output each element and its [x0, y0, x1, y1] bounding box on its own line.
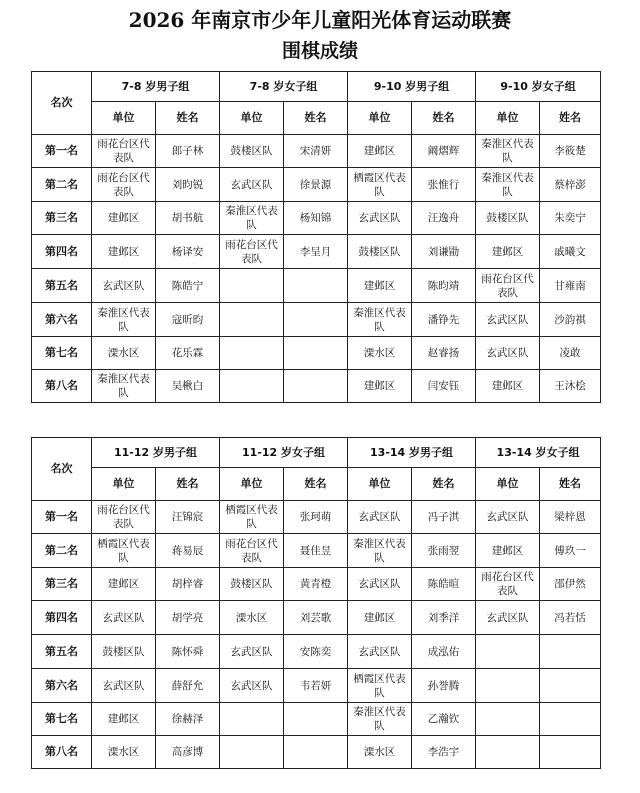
- name-cell: 胡书航: [156, 202, 220, 235]
- unit-cell: 鼓楼区队: [220, 568, 284, 601]
- unit-cell: 溧水区: [220, 601, 284, 635]
- unit-cell: 秦淮区代表队: [476, 135, 540, 168]
- unit-cell: [220, 703, 284, 736]
- unit-cell: 栖霞区代表队: [220, 501, 284, 534]
- name-cell: 陈皓暄: [412, 568, 476, 601]
- name-cell: 赵睿扬: [412, 337, 476, 370]
- rank-cell: 第二名: [32, 534, 92, 568]
- name-cell: 杨知锦: [284, 202, 348, 235]
- name-cell: 张惟行: [412, 168, 476, 202]
- name-cell: 蔡梓澎: [540, 168, 601, 202]
- table-row: [32, 303, 601, 337]
- unit-cell: 秦淮区代表队: [476, 168, 540, 202]
- unit-cell: 秦淮区代表队: [348, 703, 412, 736]
- name-cell: 李呈月: [284, 235, 348, 269]
- unit-cell: 雨花台区代表队: [92, 501, 156, 534]
- unit-cell: 雨花台区代表队: [220, 235, 284, 269]
- name-cell: 高彦博: [156, 736, 220, 769]
- unit-cell: 建邺区: [92, 703, 156, 736]
- unit-header: 单位: [348, 468, 412, 501]
- name-cell: [284, 703, 348, 736]
- table-row: [32, 135, 601, 168]
- name-cell: 郎子林: [156, 135, 220, 168]
- group-header: 11-12 岁女子组: [220, 438, 348, 468]
- name-cell: [540, 635, 601, 669]
- rank-cell: 第七名: [32, 703, 92, 736]
- unit-cell: 雨花台区代表队: [220, 534, 284, 568]
- sub-header-row: [32, 468, 601, 501]
- name-cell: 李筱楚: [540, 135, 601, 168]
- unit-cell: 秦淮区代表队: [92, 370, 156, 403]
- unit-cell: 溧水区: [92, 337, 156, 370]
- unit-cell: [476, 703, 540, 736]
- name-cell: [284, 337, 348, 370]
- unit-cell: 建邺区: [348, 135, 412, 168]
- rank-cell: 第二名: [32, 168, 92, 202]
- unit-cell: 玄武区队: [220, 669, 284, 703]
- rank-cell: 第八名: [32, 736, 92, 769]
- name-cell: [284, 269, 348, 303]
- unit-cell: 建邺区: [476, 235, 540, 269]
- table-row: [32, 736, 601, 769]
- name-cell: [284, 736, 348, 769]
- unit-cell: 溧水区: [348, 337, 412, 370]
- table-row: [32, 703, 601, 736]
- unit-cell: 玄武区队: [92, 601, 156, 635]
- name-cell: 阚熠辉: [412, 135, 476, 168]
- unit-cell: [220, 370, 284, 403]
- name-cell: 徐赫泽: [156, 703, 220, 736]
- unit-cell: 栖霞区代表队: [348, 168, 412, 202]
- unit-cell: 秦淮区代表队: [348, 303, 412, 337]
- unit-cell: 溧水区: [348, 736, 412, 769]
- unit-cell: 栖霞区代表队: [348, 669, 412, 703]
- name-cell: 戚曦文: [540, 235, 601, 269]
- group-header-row: [32, 72, 601, 102]
- unit-cell: 建邺区: [348, 601, 412, 635]
- rank-cell: 第五名: [32, 635, 92, 669]
- unit-cell: 玄武区队: [476, 601, 540, 635]
- unit-cell: 鼓楼区队: [348, 235, 412, 269]
- unit-cell: 玄武区队: [348, 568, 412, 601]
- name-cell: 汪逸舟: [412, 202, 476, 235]
- unit-cell: 建邺区: [92, 568, 156, 601]
- unit-cell: 玄武区队: [476, 501, 540, 534]
- unit-header: 单位: [348, 102, 412, 135]
- name-cell: 邵伊然: [540, 568, 601, 601]
- name-cell: 花乐霖: [156, 337, 220, 370]
- name-cell: 刘季洋: [412, 601, 476, 635]
- name-cell: 冯子淇: [412, 501, 476, 534]
- name-cell: 汪锦宸: [156, 501, 220, 534]
- name-cell: 李浩宇: [412, 736, 476, 769]
- name-cell: 张珂萌: [284, 501, 348, 534]
- unit-header: 单位: [476, 102, 540, 135]
- unit-cell: 玄武区队: [348, 635, 412, 669]
- page-subtitle: 围棋成绩: [281, 40, 358, 62]
- unit-cell: [476, 736, 540, 769]
- name-cell: 安陈奕: [284, 635, 348, 669]
- unit-cell: 建邺区: [92, 235, 156, 269]
- name-cell: 乙瀚钦: [412, 703, 476, 736]
- unit-cell: 建邺区: [476, 534, 540, 568]
- table-row: [32, 168, 601, 202]
- group-header-row: [32, 438, 601, 468]
- name-cell: 陈皓宁: [156, 269, 220, 303]
- rank-cell: 第六名: [32, 303, 92, 337]
- rank-cell: 第七名: [32, 337, 92, 370]
- results-table-1: [31, 71, 601, 403]
- table-row: [32, 370, 601, 403]
- unit-cell: 玄武区队: [476, 337, 540, 370]
- rank-cell: 第一名: [32, 135, 92, 168]
- table-row: [32, 635, 601, 669]
- unit-header: 单位: [220, 102, 284, 135]
- unit-cell: 雨花台区代表队: [476, 568, 540, 601]
- name-cell: 刘芸歌: [284, 601, 348, 635]
- unit-cell: 雨花台区代表队: [92, 135, 156, 168]
- name-cell: [284, 303, 348, 337]
- unit-cell: 秦淮区代表队: [220, 202, 284, 235]
- unit-cell: [476, 669, 540, 703]
- name-cell: 蒋易辰: [156, 534, 220, 568]
- name-cell: 冯若恬: [540, 601, 601, 635]
- unit-cell: 秦淮区代表队: [348, 534, 412, 568]
- name-cell: 胡学亮: [156, 601, 220, 635]
- group-header: 13-14 岁女子组: [476, 438, 601, 468]
- group-header: 9-10 岁男子组: [348, 72, 476, 102]
- name-cell: 杨译安: [156, 235, 220, 269]
- table-row: [32, 669, 601, 703]
- unit-cell: 栖霞区代表队: [92, 534, 156, 568]
- unit-cell: 玄武区队: [348, 501, 412, 534]
- table-row: [32, 568, 601, 601]
- unit-cell: [220, 303, 284, 337]
- unit-cell: 溧水区: [92, 736, 156, 769]
- group-header: 11-12 岁男子组: [92, 438, 220, 468]
- name-cell: [284, 370, 348, 403]
- unit-cell: 玄武区队: [476, 303, 540, 337]
- name-cell: 寇昕昀: [156, 303, 220, 337]
- unit-header: 单位: [220, 468, 284, 501]
- unit-cell: [476, 635, 540, 669]
- name-header: 姓名: [412, 468, 476, 501]
- unit-cell: 鼓楼区队: [92, 635, 156, 669]
- rank-cell: 第三名: [32, 568, 92, 601]
- name-cell: 成泓佑: [412, 635, 476, 669]
- unit-cell: 玄武区队: [92, 269, 156, 303]
- name-cell: 张雨翌: [412, 534, 476, 568]
- unit-cell: [220, 736, 284, 769]
- unit-cell: 建邺区: [348, 370, 412, 403]
- name-cell: 韦若妍: [284, 669, 348, 703]
- name-header: 姓名: [284, 468, 348, 501]
- rank-header: 名次: [32, 438, 92, 501]
- unit-cell: 秦淮区代表队: [92, 303, 156, 337]
- name-cell: 陈怀舜: [156, 635, 220, 669]
- unit-cell: 玄武区队: [220, 635, 284, 669]
- name-cell: 孙誉腾: [412, 669, 476, 703]
- name-header: 姓名: [156, 102, 220, 135]
- unit-cell: 玄武区队: [92, 669, 156, 703]
- rank-cell: 第八名: [32, 370, 92, 403]
- rank-cell: 第五名: [32, 269, 92, 303]
- unit-cell: 雨花台区代表队: [92, 168, 156, 202]
- rank-cell: 第六名: [32, 669, 92, 703]
- unit-cell: 玄武区队: [348, 202, 412, 235]
- unit-header: 单位: [476, 468, 540, 501]
- name-cell: 刘昀锐: [156, 168, 220, 202]
- rank-cell: 第一名: [32, 501, 92, 534]
- group-header: 9-10 岁女子组: [476, 72, 601, 102]
- unit-cell: 建邺区: [348, 269, 412, 303]
- name-cell: 黄青橙: [284, 568, 348, 601]
- unit-cell: 玄武区队: [220, 168, 284, 202]
- unit-cell: 鼓楼区队: [476, 202, 540, 235]
- name-header: 姓名: [540, 102, 601, 135]
- group-header: 13-14 岁男子组: [348, 438, 476, 468]
- table-row: [32, 269, 601, 303]
- name-cell: 聂佳昱: [284, 534, 348, 568]
- name-cell: 宋清妍: [284, 135, 348, 168]
- table-row: [32, 534, 601, 568]
- name-cell: [540, 669, 601, 703]
- name-cell: 梁梓恩: [540, 501, 601, 534]
- rank-cell: 第四名: [32, 601, 92, 635]
- name-cell: 刘谦勖: [412, 235, 476, 269]
- table-row: [32, 235, 601, 269]
- name-header: 姓名: [156, 468, 220, 501]
- name-cell: 徐景源: [284, 168, 348, 202]
- name-cell: 胡梓睿: [156, 568, 220, 601]
- name-header: 姓名: [412, 102, 476, 135]
- name-cell: 潘铮先: [412, 303, 476, 337]
- unit-cell: 建邺区: [476, 370, 540, 403]
- name-cell: 甘雍南: [540, 269, 601, 303]
- name-cell: 薛舒允: [156, 669, 220, 703]
- unit-cell: 建邺区: [92, 202, 156, 235]
- name-cell: 王沐桧: [540, 370, 601, 403]
- unit-header: 单位: [92, 102, 156, 135]
- name-cell: 吴楸白: [156, 370, 220, 403]
- unit-cell: [220, 269, 284, 303]
- group-header: 7-8 岁女子组: [220, 72, 348, 102]
- unit-cell: 鼓楼区队: [220, 135, 284, 168]
- name-cell: 陈昀靖: [412, 269, 476, 303]
- name-cell: 沙韵祺: [540, 303, 601, 337]
- rank-cell: 第四名: [32, 235, 92, 269]
- name-cell: 凌敢: [540, 337, 601, 370]
- unit-cell: [220, 337, 284, 370]
- table-row: [32, 501, 601, 534]
- name-cell: [540, 703, 601, 736]
- name-cell: 闫安钰: [412, 370, 476, 403]
- sub-header-row: [32, 102, 601, 135]
- name-header: 姓名: [284, 102, 348, 135]
- table-row: [32, 337, 601, 370]
- name-cell: [540, 736, 601, 769]
- table-row: [32, 601, 601, 635]
- table-row: [32, 202, 601, 235]
- unit-header: 单位: [92, 468, 156, 501]
- name-header: 姓名: [540, 468, 601, 501]
- rank-cell: 第三名: [32, 202, 92, 235]
- unit-cell: 雨花台区代表队: [476, 269, 540, 303]
- name-cell: 朱奕宁: [540, 202, 601, 235]
- page-title: 2026 年南京市少年儿童阳光体育运动联赛: [128, 8, 512, 32]
- results-table-2: [31, 437, 601, 769]
- name-cell: 傅玖一: [540, 534, 601, 568]
- rank-header: 名次: [32, 72, 92, 135]
- group-header: 7-8 岁男子组: [92, 72, 220, 102]
